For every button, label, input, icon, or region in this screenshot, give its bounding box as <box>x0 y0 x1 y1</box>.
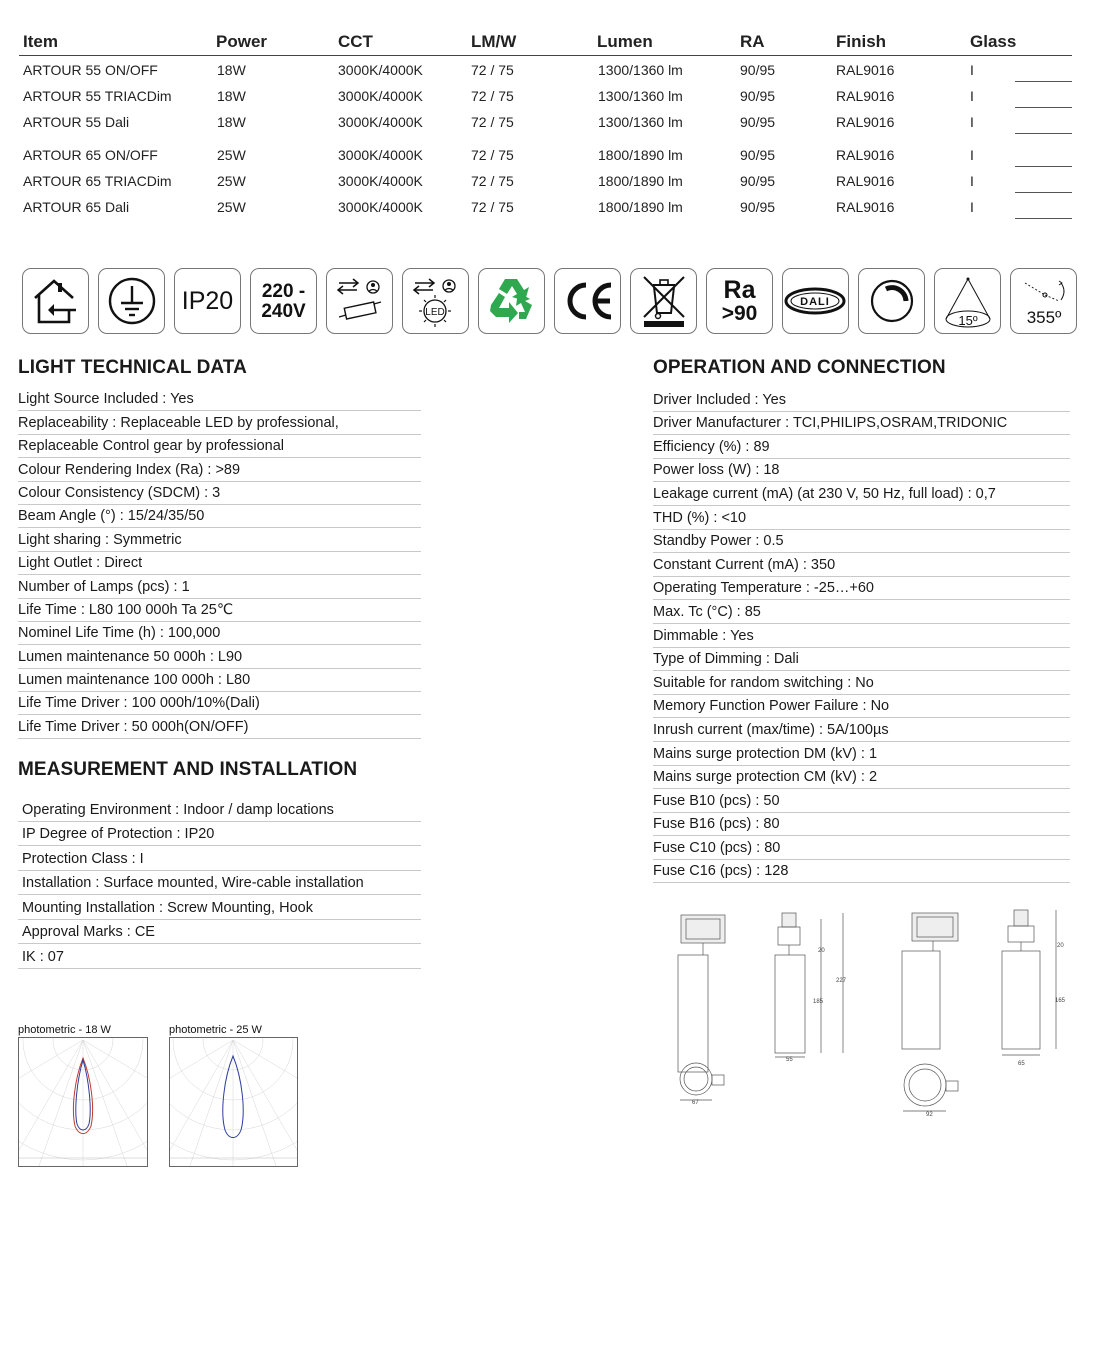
spec-row <box>653 813 1070 837</box>
spec-row <box>18 599 421 622</box>
spec-row <box>653 671 1070 695</box>
cell-power: 18W <box>217 114 246 130</box>
spec-row <box>18 715 421 738</box>
cell-lumen: 1800/1890 lm <box>598 147 683 163</box>
d55-diameter-dim: 67 <box>692 1100 699 1106</box>
cell-ra: 90/95 <box>740 173 776 189</box>
measurement-title: MEASUREMENT AND INSTALLATION <box>18 759 358 780</box>
d55-width-dim: 55 <box>786 1057 793 1063</box>
spec-row <box>18 645 421 668</box>
spec-text: Standby Power : 0.5 <box>653 533 784 550</box>
dimmable-icon <box>858 268 925 334</box>
replaceable-led-icon <box>402 268 469 334</box>
spec-text: Operating Environment : Indoor / damp locations <box>22 801 334 818</box>
spec-text: Max. Tc (°C) : 85 <box>653 603 761 620</box>
glass-underline <box>1015 218 1072 219</box>
spec-row <box>653 459 1070 483</box>
cell-item: ARTOUR 55 ON/OFF <box>23 62 158 78</box>
cell-glass: I <box>970 88 974 104</box>
spec-row <box>653 860 1070 884</box>
header-power: Power <box>216 32 268 51</box>
table-row <box>19 141 1072 167</box>
light-technical-title: LIGHT TECHNICAL DATA <box>18 357 247 378</box>
spec-text: Life Time Driver : 100 000h/10%(Dali) <box>18 695 260 712</box>
spec-text: Replaceable Control gear by professional <box>18 438 284 455</box>
spec-row <box>653 836 1070 860</box>
spec-text: Number of Lamps (pcs) : 1 <box>18 578 190 595</box>
spec-row <box>653 766 1070 790</box>
ip-rating-icon <box>174 268 241 334</box>
spec-row <box>18 458 421 481</box>
cell-power: 25W <box>217 199 246 215</box>
cell-lmw: 72 / 75 <box>471 147 514 163</box>
protection-class-icon <box>98 268 165 334</box>
spec-text: Life Time : L80 100 000h Ta 25℃ <box>18 601 234 618</box>
voltage-line2: 240V <box>261 300 306 322</box>
cell-glass: I <box>970 114 974 130</box>
spec-text: Nominel Life Time (h) : 100,000 <box>18 625 221 642</box>
spec-row <box>653 624 1070 648</box>
spec-text: THD (%) : <10 <box>653 509 747 526</box>
cell-cct: 3000K/4000K <box>338 114 423 130</box>
cell-power: 25W <box>217 147 246 163</box>
cell-lumen: 1300/1360 lm <box>598 114 683 130</box>
voltage-line1: 220 - <box>261 280 306 302</box>
cell-ra: 90/95 <box>740 62 776 78</box>
beam-angle-label: 15º <box>957 313 978 328</box>
spec-row <box>653 435 1070 459</box>
spec-text: Power loss (W) : 18 <box>653 462 780 479</box>
cell-finish: RAL9016 <box>836 114 895 130</box>
led-label: LED <box>424 307 445 318</box>
cell-power: 25W <box>217 173 246 189</box>
operation-title: OPERATION AND CONNECTION <box>653 357 946 378</box>
cri-line2: >90 <box>721 302 758 325</box>
photometric-25w-diagram <box>169 1037 298 1167</box>
cell-item: ARTOUR 65 ON/OFF <box>23 147 158 163</box>
spec-row <box>18 871 421 896</box>
spec-text: Type of Dimming : Dali <box>653 651 799 668</box>
cell-lmw: 72 / 75 <box>471 88 514 104</box>
photometric-18w-diagram <box>18 1037 148 1167</box>
cell-lmw: 72 / 75 <box>471 199 514 215</box>
cell-item: ARTOUR 55 TRIACDim <box>23 88 172 104</box>
spec-text: Lumen maintenance 50 000h : L90 <box>18 648 243 665</box>
spec-text: Fuse C16 (pcs) : 128 <box>653 863 789 880</box>
cell-item: ARTOUR 65 Dali <box>23 199 130 215</box>
header-item: Item <box>23 32 58 51</box>
table-row <box>19 56 1072 82</box>
table-row <box>19 167 1072 193</box>
cell-ra: 90/95 <box>740 147 776 163</box>
spec-row <box>653 695 1070 719</box>
d65-width-dim: 65 <box>1018 1061 1025 1067</box>
product-table-body <box>19 56 1072 219</box>
spec-text: Mains surge protection CM (kV) : 2 <box>653 769 878 786</box>
header-cct: CCT <box>338 32 373 51</box>
cell-cct: 3000K/4000K <box>338 88 423 104</box>
spec-row <box>653 506 1070 530</box>
spec-row <box>653 742 1070 766</box>
cell-ra: 90/95 <box>740 114 776 130</box>
spec-row <box>18 622 421 645</box>
weee-bin-icon <box>630 268 697 334</box>
header-glass: Glass <box>970 32 1017 51</box>
d65-body-dim: 165 <box>1055 998 1066 1004</box>
rotation-label: 355º <box>1026 308 1061 327</box>
spec-text: Mounting Installation : Screw Mounting, Hook <box>22 899 313 916</box>
spec-row <box>18 895 421 920</box>
spec-text: Light sharing : Symmetric <box>18 531 182 548</box>
indoor-use-icon <box>22 268 89 334</box>
spec-row <box>653 718 1070 742</box>
replaceable-driver-icon <box>326 268 393 334</box>
spec-row <box>653 388 1070 412</box>
beam-angle-icon <box>934 268 1001 334</box>
d65-diameter-dim: 92 <box>926 1112 933 1118</box>
spec-text: Inrush current (max/time) : 5A/100µs <box>653 721 889 738</box>
spec-text: Suitable for random switching : No <box>653 674 874 691</box>
spec-row <box>18 920 421 945</box>
spec-row <box>18 846 421 871</box>
spec-text: IP Degree of Protection : IP20 <box>22 826 215 842</box>
spec-row <box>18 552 421 575</box>
cell-power: 18W <box>217 88 246 104</box>
spec-row <box>18 505 421 528</box>
cell-glass: I <box>970 199 974 215</box>
spec-row <box>18 388 421 411</box>
header-lmw: LM/W <box>471 32 517 51</box>
spec-text: IK : 07 <box>22 948 64 965</box>
cell-finish: RAL9016 <box>836 88 895 104</box>
spec-row <box>653 577 1070 601</box>
cell-lumen: 1300/1360 lm <box>598 88 683 104</box>
cri-icon <box>706 268 773 334</box>
cell-finish: RAL9016 <box>836 62 895 78</box>
spec-text: Fuse B16 (pcs) : 80 <box>653 816 780 833</box>
spec-row <box>18 482 421 505</box>
spec-text: Installation : Surface mounted, Wire-cable installation <box>22 875 364 891</box>
product-table <box>19 30 1072 219</box>
spec-row <box>18 435 421 458</box>
cell-lumen: 1800/1890 lm <box>598 199 683 215</box>
cell-lumen: 1800/1890 lm <box>598 173 683 189</box>
spec-row <box>18 797 421 822</box>
spec-text: Mains surge protection DM (kV) : 1 <box>653 745 878 762</box>
table-row <box>19 193 1072 219</box>
spec-row <box>18 822 421 847</box>
spec-row <box>653 789 1070 813</box>
spec-row <box>653 648 1070 672</box>
spec-row <box>653 530 1070 554</box>
spec-text: Dimmable : Yes <box>653 627 754 644</box>
spec-text: Life Time Driver : 50 000h(ON/OFF) <box>18 718 249 735</box>
spec-row <box>18 692 421 715</box>
photometric-25w-title: photometric - 25 W <box>169 1024 262 1036</box>
ip-rating-text: IP20 <box>181 286 234 315</box>
spec-text: Fuse B10 (pcs) : 50 <box>653 792 780 809</box>
cell-cct: 3000K/4000K <box>338 62 423 78</box>
table-row <box>19 82 1072 108</box>
spec-row <box>653 412 1070 436</box>
product-table-header <box>19 30 1072 56</box>
cell-finish: RAL9016 <box>836 173 895 189</box>
cell-lumen: 1300/1360 lm <box>598 62 683 78</box>
spec-text: Driver Included : Yes <box>653 391 786 408</box>
spec-text: Light Outlet : Direct <box>18 555 143 572</box>
cri-line1: Ra <box>723 276 756 304</box>
dali-icon <box>782 268 849 334</box>
spec-row <box>653 553 1070 577</box>
operation-list <box>653 388 1070 883</box>
cell-lmw: 72 / 75 <box>471 173 514 189</box>
recycle-icon <box>478 268 545 334</box>
ce-mark-icon <box>554 268 621 334</box>
d65-top-dim: 20 <box>1057 943 1064 949</box>
spec-text: Lumen maintenance 100 000h : L80 <box>18 672 251 689</box>
spec-text: Colour Rendering Index (Ra) : >89 <box>18 461 241 478</box>
cell-item: ARTOUR 55 Dali <box>23 114 130 130</box>
cell-finish: RAL9016 <box>836 147 895 163</box>
cell-power: 18W <box>217 62 246 78</box>
spec-text: Beam Angle (°) : 15/24/35/50 <box>18 508 205 525</box>
technical-drawings <box>650 905 1080 1120</box>
cell-glass: I <box>970 62 974 78</box>
header-lumen: Lumen <box>597 32 653 51</box>
spec-text: Light Source Included : Yes <box>18 391 194 408</box>
spec-row <box>18 669 421 692</box>
cell-lmw: 72 / 75 <box>471 62 514 78</box>
glass-underline <box>1015 133 1072 134</box>
light-technical-list <box>18 388 421 739</box>
spec-row <box>18 944 421 969</box>
header-finish: Finish <box>836 32 887 51</box>
spec-text: Driver Manufacturer : TCI,PHILIPS,OSRAM,TRIDONIC <box>653 415 1008 432</box>
spec-row <box>18 575 421 598</box>
spec-row <box>18 411 421 434</box>
spec-text: Constant Current (mA) : 350 <box>653 556 836 573</box>
spec-text: Efficiency (%) : 89 <box>653 438 770 455</box>
cell-cct: 3000K/4000K <box>338 173 423 189</box>
spec-text: Protection Class : I <box>22 850 144 867</box>
cell-ra: 90/95 <box>740 88 776 104</box>
cell-cct: 3000K/4000K <box>338 199 423 215</box>
spec-text: Fuse C10 (pcs) : 80 <box>653 839 781 856</box>
spec-row <box>653 600 1070 624</box>
cell-finish: RAL9016 <box>836 199 895 215</box>
spec-row <box>18 528 421 551</box>
spec-text: Colour Consistency (SDCM) : 3 <box>18 484 221 501</box>
header-ra: RA <box>740 32 765 51</box>
cell-lmw: 72 / 75 <box>471 114 514 130</box>
cell-glass: I <box>970 147 974 163</box>
photometric-18w-title: photometric - 18 W <box>18 1024 111 1036</box>
cell-glass: I <box>970 173 974 189</box>
rotation-icon <box>1010 268 1077 334</box>
cell-ra: 90/95 <box>740 199 776 215</box>
measurement-list <box>18 797 421 969</box>
cell-cct: 3000K/4000K <box>338 147 423 163</box>
voltage-icon <box>250 268 317 334</box>
spec-text: Leakage current (mA) (at 230 V, 50 Hz, full load) : 0,7 <box>653 485 996 502</box>
spec-text: Operating Temperature : -25…+60 <box>653 580 874 597</box>
spec-text: Approval Marks : CE <box>22 924 155 940</box>
d55-top-dim: 20 <box>818 948 825 954</box>
spec-text: Replaceability : Replaceable LED by professional, <box>18 414 339 431</box>
table-row <box>19 108 1072 134</box>
spec-row <box>653 482 1070 506</box>
d55-total-dim: 227 <box>836 978 847 984</box>
dali-label: DALI <box>799 296 830 308</box>
d55-body-dim: 185 <box>813 999 824 1005</box>
cell-item: ARTOUR 65 TRIACDim <box>23 173 172 189</box>
spec-text: Memory Function Power Failure : No <box>653 698 890 715</box>
